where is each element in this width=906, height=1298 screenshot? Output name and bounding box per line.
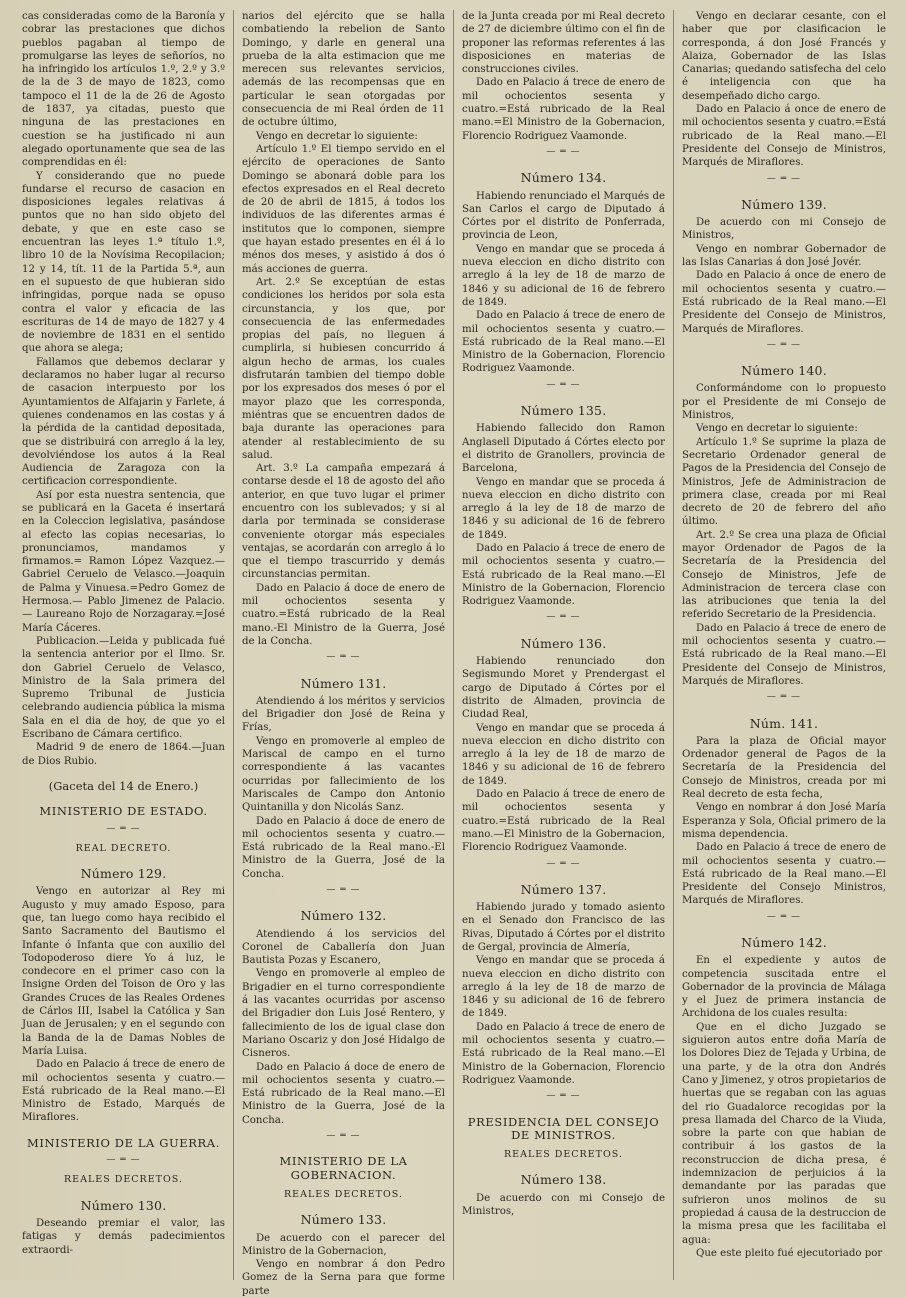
paragraph: De acuerdo con mi Consejo de Ministros, — [462, 1192, 665, 1218]
paragraph: Dado en Palacio á trece de enero de mil ochocientos sesenta y cuatro.=Está rubricado de la Real mano.—El Ministro de la Gobernacion, Florencio Rodriguez Vaamonde. — [462, 789, 665, 854]
separator — [462, 858, 665, 871]
paragraph: Habiendo renunciado don Segismundo Moret y Prendergast el cargo de Diputado á Córtes por el distrito de Almaden, provincia de Ciudad Real, — [462, 656, 665, 721]
subsection-heading: REALES DECRETOS. — [64, 1174, 183, 1186]
paragraph: Habiendo renunciado el Marqués de San Carlos el cargo de Diputado á Córtes por el distrito de Ponferrada, provincia de Leon, — [462, 190, 665, 242]
paragraph: Dado en Palacio á doce de enero de mil ochocientos sesenta y cuatro.=Está rubricado de la Real mano.-El Ministro de la Guerra, José de la Concha. — [242, 582, 445, 647]
paragraph: de la Junta creada por mi Real decreto de 27 de diciembre último con el fin de proponer las reformas referentes á las disposiciones en materias de construcciones civiles. — [462, 11, 665, 76]
paragraph: Dado en Palacio á doce de enero de mil ochocientos sesenta y cuatro.—Está rubricado de la Real mano.-El Ministro de la Guerra, José de la Concha. — [242, 815, 445, 880]
paragraph: Artículo 1.º El tiempo servido en el ejército de operaciones de Santo Domingo se abonará doble para los efectos expresados en el Real decreto de 20 de abril de 1815, á todos los individuos de las diferentes armas é institutos que lo componen, siempre que hayan estado presentes en él á lo ménos dos meses, y asistido á dos ó más acciones de guerra. — [242, 143, 445, 275]
paragraph: Deseando premiar el valor, las fatigas y demás padecimientos extraordi- — [22, 1217, 225, 1256]
separator — [682, 911, 886, 924]
decree-number: Número 140. — [741, 363, 827, 379]
separator — [462, 611, 665, 624]
paragraph: Fallamos que debemos declarar y declaramos no haber lugar al recurso de casacion interpuesto por los Ayuntamientos de Alfajarin y Farlete, á quienes condenamos en las costas y á la pérdida de la cantidad depositada, que se distribuirá con arreglo á la ley, devolviéndose los autos á la Real Audiencia de Zaragoza con la certificacion correspondiente. — [22, 356, 225, 488]
column-3 — [454, 10, 674, 1280]
paragraph: Vengo en mandar que se proceda á nueva eleccion en dicho distrito con arreglo á la ley de 18 de marzo de 1846 y su adicional de 16 de febrero de 1849. — [462, 476, 665, 541]
decree-number: Número 131. — [300, 675, 387, 691]
separator — [242, 651, 445, 664]
paragraph: Así por esta nuestra sentencia, que se publicará en la Gaceta é insertará en la Coleccion legislativa, pasándose al efecto las copias necesarias, lo pronunciamos, mandamos y firmamos.= Ramon López Vazquez.—Gabriel Ceruelo de Velasco.—Joaquin de Palma y Vinuesa.=Pedro Gomez de Hermosa.— Pablo Jimenez de Palacio.— Laureano Rojo de Norzagaray.=José María Cáceres. — [22, 489, 225, 634]
paragraph: Vengo en decretar lo siguiente: — [696, 423, 858, 435]
decree-number: Número 134. — [520, 170, 607, 186]
gazette-date: (Gaceta del 14 de Enero.) — [48, 778, 199, 793]
paragraph: cas consideradas como de la Baronía y cobrar las prestaciones que dichos pueblos pagaban al tiempo de promulgarse las leyes de señoríos, no ha infringido los artículos 1.º, 2.º y 3.º de la de 3 de mayo de 1823, como tampoco el 11 de la de 26 de Agosto de 1837, ya citadas, puesto que ninguna de las prestaciones en cuestion se ha justificado ni aun alegado oportunamente que sea de las comprendidas en él: — [22, 11, 225, 169]
decree-number: Número 139. — [741, 196, 827, 212]
decree-number: Número 133. — [300, 1212, 387, 1228]
paragraph: Dado en Palacio á trece de enero de mil ochocientos sesenta y cuatro.=Está rubricado de la Real mano.=El Ministro de la Gobernacion, Florencio Rodriguez Vaamonde. — [462, 77, 665, 142]
decree-number: Número 142. — [741, 935, 827, 950]
paragraph: Dado en Palacio á once de enero de mil ochocientos sesenta y cuatro.=Está rubricado de la Real mano.—El Presidente del Consejo de Ministros, Marqués de Miraflores. — [682, 104, 886, 169]
paragraph: Conformándome con lo propuesto por el Presidente de mi Consejo de Ministros, — [682, 383, 886, 422]
paragraph: Habiendo jurado y tomado asiento en el Senado don Francisco de las Rivas, Diputado á Córtes por el distrito de Gergal, provincia de Almería, — [462, 902, 665, 953]
paragraph: Para la plaza de Oficial mayor Ordenador general de Pagos de la Secretaría de la Presidencia del Consejo de Ministros, creada por mi Real decreto de esta fecha, — [682, 735, 886, 801]
section-heading: MINISTERIO DE LA GUERRA. — [27, 1135, 220, 1150]
separator — [462, 1090, 665, 1103]
paragraph: Vengo en promoverle al empleo de Mariscal de campo en el turno correspondiente á las vacantes ocurridas por fallecimiento de los Mariscales de Campo don Antonio Quintanilla y don Nicolás Sanz. — [242, 735, 445, 814]
paragraph: Vengo en declarar cesante, con el haber que por clasificacion le corresponda, á don José Francés y Alaiza, Gobernador de las Islas Canarias; quedando satisfecha del celo é inteligencia con que ha desempeñado dicho cargo. — [682, 11, 886, 102]
decree-number: Número 130. — [80, 1197, 167, 1213]
separator — [462, 379, 665, 392]
decree-number: Número 129. — [80, 866, 167, 882]
subsection-heading: REAL DECRETO. — [75, 842, 172, 854]
subsection-heading: REALES DECRETOS. — [504, 1149, 623, 1161]
decree-number: Número 135. — [520, 403, 607, 419]
separator — [462, 146, 665, 159]
separator — [242, 884, 445, 897]
paragraph: Vengo en decretar lo siguiente: — [256, 130, 418, 142]
paragraph: Vengo en nombrar á don José María Esperanza y Sola, Oficial primero de la misma dependencia. — [682, 802, 886, 840]
paragraph: Que este pleito fué ejecutoriado por — [696, 1247, 883, 1259]
separator — [242, 1130, 445, 1143]
separator — [682, 339, 886, 352]
paragraph: En el expediente y autos de competencia suscitada entre el Gobernador de la provincia de Málaga y el Juez de primera instancia de Archidona de los cuales resulta: — [682, 955, 886, 1020]
section-heading: MINISTERIO DE LA GOBERNACION. — [279, 1154, 408, 1182]
paragraph: Vengo en autorizar al Rey mi Augusto y muy amado Esposo, para que, tan luego como haya recibido el Santo Sacramento del Bautismo el Infante ó Infanta que con auxilio del Todopoderoso diere Yo á luz, le condecore en el primer caso con la Insigne Orden del Toison de Oro y las Grandes Cruces de las Reales Ordenes de Cárlos III, Isabel la Católica y San Juan de Jerusalen; y en el segundo con la Banda de la de Damas Nobles de María Luisa. — [22, 886, 225, 1057]
paragraph: Vengo en mandar que se proceda á nueva eleccion en dicho distrito con arreglo á la ley de 18 de marzo de 1846 y su adicional de 16 de febrero de 1849. — [462, 955, 665, 1020]
paragraph: Vengo en mandar que se proceda á nueva eleccion en dicho distrito con arreglo á la ley de 18 de marzo de 1846 y su adicional de 16 de febrero de 1849. — [462, 243, 665, 308]
decree-number: Número 132. — [300, 908, 387, 924]
column-1 — [14, 10, 234, 1280]
paragraph: Dado en Palacio á trece de enero de mil ochocientos sesenta y cuatro.—Está rubricado de la Real mano.—El Presidente del Consejo de Ministros, Marqués de Miraflores. — [682, 622, 886, 687]
section-heading: PRESIDENCIA DEL CONSEJO DE MINISTROS. — [467, 1114, 660, 1142]
paragraph: Publicacion.—Leida y publicada fué la sentencia anterior por el Ilmo. Sr. don Gabriel Ceruelo de Velasco, Ministro de la Sala primera del Supremo Tribunal de Justicia celebrando audiencia pública la misma Sala en el dia de hoy, de que yo el Escribano de Cámara certifico. — [22, 635, 225, 741]
paragraph: Madrid 9 de enero de 1864.—Juan de Dios Rubio. — [22, 742, 225, 767]
paragraph: Dado en Palacio á trece de enero de mil ochocientos sesenta y cuatro.—Está rubricado de la Real mano.—El Ministro de la Gobernacion, Florencio Rodriguez Vaamonde. — [462, 542, 665, 608]
paragraph: Dado en Palacio á trece de enero de mil ochocientos sesenta y cuatro.—Está rubricado de la Real mano.—El Ministro de la Gobernacion, Florencio Rodriguez Vaamonde. — [462, 1021, 665, 1086]
decree-number: Número 138. — [520, 1172, 607, 1188]
paragraph: Dado en Palacio á trece de enero de mil ochocientos sesenta y cuatro.—Está rubricado de la Real mano.—El Presidente del Consejo Ministros, Marqués de Miraflores. — [682, 842, 886, 907]
paragraph: Vengo en nombrar á don Pedro Gomez de la Serna para que forme parte — [242, 1259, 445, 1297]
paragraph: Vengo en promoverle al empleo de Brigadier en el turno correspondiente á las vacantes ocurridas por ascenso del Brigadier don Luis José Rentero, y fallecimiento de los de igual clase don Mariano Oscariz y don José Hidalgo de Cisneros. — [242, 968, 445, 1060]
paragraph: Habiendo fallecido don Ramon Anglasell Diputado á Córtes electo por el distrito de Granollers, provincia de Barcelona, — [462, 423, 665, 475]
paragraph: Dado en Palacio á trece de enero de mil ochocientos sesenta y cuatro.—Está rubricado de la Real mano.—El Ministro de Estado, Marqués de Miraflores. — [22, 1059, 225, 1124]
paragraph: Que en el dicho Juzgado se siguieron autos entre doña María de los Dolores Diez de Tejada y Urbina, de una parte, y de la otra don Andrés Cano y Jimenez, y otros propietarios de huertas que se regaban con las aguas del rio Guadalorce recogidas por la presa llamada del Charco de la Viuda, sobre la parte con que habian de contribuir á los gastos de la reconstruccion de dicha presa, é indemnizacion de perjuicios á la demandante por las paradas que sufrieron unos molinos de su propiedad á causa de la destruccion de la misma presa que les facilitaba el agua: — [682, 1021, 886, 1246]
column-2 — [234, 10, 454, 1297]
paragraph: Vengo en nombrar Gobernador de las Islas Canarias á don José Jovér. — [682, 243, 886, 269]
paragraph: De acuerdo con el parecer del Ministro de la Gobernacion, — [242, 1232, 445, 1257]
paragraph: Atendiendo á los servicios del Coronel de Caballería don Juan Bautista Pozas y Escanero, — [242, 928, 445, 967]
decree-number: Núm. 141. — [749, 715, 819, 731]
separator — [22, 1154, 225, 1167]
paragraph: Atendiendo á los méritos y servicios del Brigadier don José de Reina y Frías, — [242, 695, 445, 734]
decree-number: Número 137. — [520, 881, 607, 897]
paragraph: Art. 3.º La campaña empezará á contarse desde el 18 de agosto del año anterior, en que tuvo lugar el primer encuentro con los sublevados; y si al darla por terminada se considerase conveniente otorgar más especiales ventajas, se acordarán con arreglo á lo que el tiempo trascurrido y demás circunstancias permitan. — [242, 463, 445, 581]
paragraph: De acuerdo con mi Consejo de Ministros, — [682, 217, 886, 242]
paragraph: Artículo 1.º Se suprime la plaza de Secretario Ordenador general de Pagos de la Presidencia del Consejo de Ministros, Jefe de Administracion de primera clase, creada por mi Real decreto de 20 de febrero del año último. — [682, 436, 886, 528]
paragraph: narios del ejército que se halla combatiendo la rebelion de Santo Domingo, y darle en general una prueba de la alta estimacion que me merecen sus relevantes servicios, además de las recompensas que en particular le sean otorgadas por consecuencia de mi Real órden de 11 de octubre último, — [242, 11, 445, 129]
paragraph: Art. 2.º Se exceptúan de estas condiciones los heridos por sola esta circunstancia, y los que, por consecuencia de las enfermedades propias del país, no lleguen á cumplirla, si hubiesen concurrido á algun hecho de armas, los cuales disfrutarán tambien del tiempo doble por los expresados dos meses ó por el mayor plazo que les corresponda, miéntras que se encuentren dados de baja durante las operaciones para atender al restablecimiento de su salud. — [242, 276, 445, 461]
column-4 — [674, 10, 894, 1280]
paragraph: Art. 2.º Se crea una plaza de Oficial mayor Ordenador de Pagos de la Secretaría de la Presidencia del Consejo de Ministros, Jefe de Administracion de tercera clase con las atribuciones que tenia la del referido Secretario de la Presidencia. — [682, 529, 886, 621]
separator — [22, 823, 225, 836]
paragraph: Y considerando que no puede fundarse el recurso de casacion en disposiciones legales relativas á puntos que no han sido objeto del debate, y que en este caso se encuentran las leyes 1.ª título 1.º, libro 10 de la Novísima Recopilacion; 12 y 14, tít. 11 de la Partida 5.ª, aun en el supuesto de que hubieran sido infringidas, porque nada se opuso contra el valor y eficacia de las escrituras de 14 de mayo de 1827 y 4 de noviembre de 1831 en el sentido que ahora se alega; — [22, 170, 225, 355]
paragraph: Dado en Palacio á trece de enero de mil ochocientos sesenta y cuatro.—Está rubricado de la Real mano.—El Ministro de la Gobernacion, Florencio Rodriguez Vaamonde. — [462, 310, 665, 375]
paragraph: Vengo en mandar que se proceda á nueva eleccion en dicho distrito con arreglo á la ley de 18 de marzo de 1846 y su adicional de 16 de febrero de 1849. — [462, 722, 665, 787]
paragraph: Dado en Palacio á doce de enero de mil ochocientos sesenta y cuatro.—Está rubricado de la Real mano.—El Ministro de la Guerra, José de la Concha. — [242, 1061, 445, 1126]
subsection-heading: REALES DECRETOS. — [284, 1188, 403, 1200]
separator — [682, 173, 886, 186]
section-heading: MINISTERIO DE ESTADO. — [39, 804, 208, 819]
paragraph: Dado en Palacio á once de enero de mil ochocientos sesenta y cuatro.—Está rubricado de la Real mano.—El Presidente del Consejo de Ministros, Marqués de Miraflores. — [682, 270, 886, 335]
decree-number: Número 136. — [520, 635, 607, 651]
separator — [682, 691, 886, 704]
